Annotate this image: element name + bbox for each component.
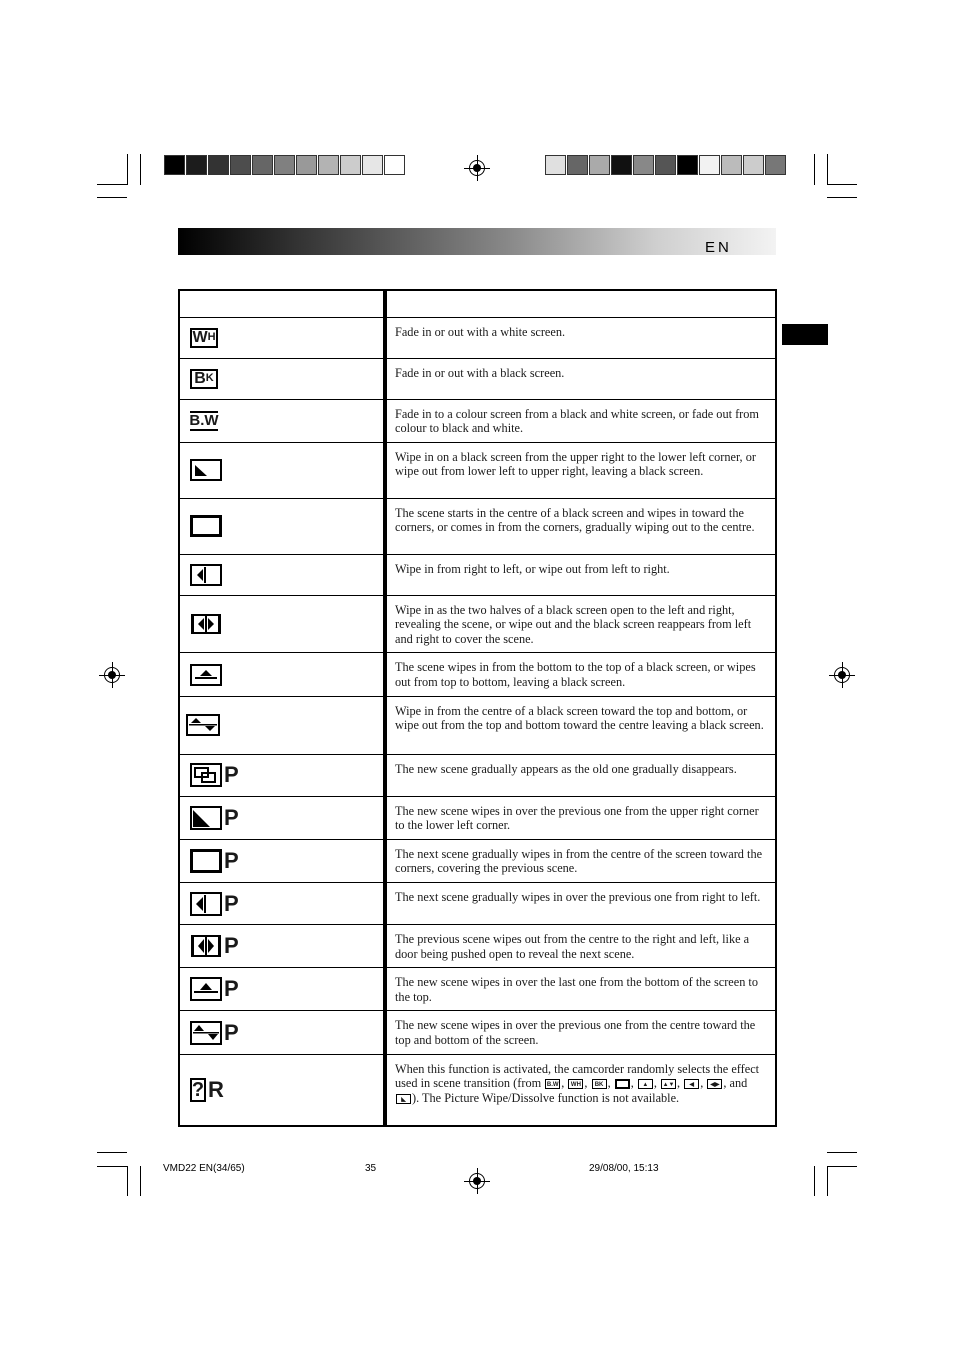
wh-icon: W H	[190, 325, 382, 351]
slide-left-icon: ◀	[684, 1079, 699, 1089]
effects-table	[178, 289, 777, 1127]
header-gradient-bar	[178, 228, 776, 255]
scroll-up-icon: ▲	[638, 1079, 653, 1089]
swatch	[164, 155, 185, 175]
table-row	[179, 796, 776, 839]
window-icon	[615, 1079, 630, 1089]
scroll-p-icon: P	[190, 976, 382, 1002]
shutter-icon: ▲▼	[661, 1079, 676, 1089]
scroll-up-icon	[190, 662, 382, 688]
footer-file-name: VMD22 EN(34/65)	[163, 1163, 245, 1174]
table-row	[179, 317, 776, 358]
swatch	[743, 155, 764, 175]
swatch	[274, 155, 295, 175]
shutter-icon	[186, 712, 382, 738]
table-header-cell	[179, 290, 385, 317]
section-tab	[782, 324, 828, 345]
shutter-p-icon: P	[190, 1020, 382, 1046]
crop-mark	[827, 197, 857, 198]
swatch	[589, 155, 610, 175]
swatch	[362, 155, 383, 175]
effect-description: The next scene gradually wipes in from the centre of the screen toward the corners, covering the previous scene.	[385, 839, 776, 882]
corner-wipe-icon: ◣	[396, 1094, 411, 1104]
table-row	[179, 839, 776, 882]
table-row	[179, 399, 776, 442]
table-row	[179, 925, 776, 968]
swatch	[384, 155, 405, 175]
registration-mark-icon	[469, 160, 485, 176]
language-label: EN	[705, 239, 732, 256]
crop-mark	[827, 184, 857, 185]
swatch	[765, 155, 786, 175]
swatch	[545, 155, 566, 175]
swatch	[567, 155, 588, 175]
door-p-icon: P	[190, 933, 382, 959]
swatch	[318, 155, 339, 175]
crop-mark	[827, 1152, 857, 1153]
table-header-row	[179, 290, 776, 317]
table-row	[179, 754, 776, 796]
door-icon	[190, 611, 382, 637]
calibration-strip-left	[164, 155, 406, 175]
bk-icon: BK	[592, 1079, 607, 1089]
effect-description: The scene starts in the centre of a black screen and wipes in toward the corners, or comes in from the corners, gradually wiping out to the centre.	[385, 498, 776, 554]
registration-mark-icon	[104, 667, 120, 683]
wh-icon: WH	[568, 1079, 583, 1089]
effect-description: Fade in or out with a white screen.	[385, 317, 776, 358]
table-row	[179, 696, 776, 754]
random-icon: ? R	[191, 1076, 224, 1102]
table-row	[179, 968, 776, 1011]
table-row	[179, 1054, 776, 1126]
crop-mark	[827, 1166, 857, 1167]
crop-mark	[97, 197, 127, 198]
swatch	[296, 155, 317, 175]
crop-mark	[827, 154, 828, 185]
window-p-icon: P	[190, 848, 382, 874]
swatch	[340, 155, 361, 175]
corner-wipe-icon	[190, 457, 382, 483]
effect-description: Fade in or out with a black screen.	[385, 358, 776, 399]
effect-description: The scene wipes in from the bottom to the top of a black screen, or wipes out from top to bottom, leaving a black screen.	[385, 653, 776, 696]
crop-mark	[140, 1166, 141, 1196]
effect-description: The next scene gradually wipes in over the previous one from right to left.	[385, 883, 776, 925]
effect-description: The new scene wipes in over the last one from the bottom of the screen to the top.	[385, 968, 776, 1011]
table-row	[179, 498, 776, 554]
swatch	[655, 155, 676, 175]
slide-left-icon	[190, 562, 382, 588]
crop-mark	[827, 1166, 828, 1196]
crop-mark	[127, 1166, 128, 1196]
bk-icon: B K	[190, 366, 382, 392]
table-header-cell	[385, 290, 776, 317]
effect-description: The new scene wipes in over the previous one from the centre toward the top and bottom of the screen.	[385, 1011, 776, 1054]
dissolve-p-icon: P	[190, 762, 382, 788]
table-row	[179, 442, 776, 498]
swatch	[633, 155, 654, 175]
registration-mark-icon	[469, 1173, 485, 1189]
swatch	[611, 155, 632, 175]
table-row	[179, 358, 776, 399]
crop-mark	[97, 1152, 127, 1153]
effect-description: When this function is activated, the camcorder randomly selects the effect used in scene transition (from B.W , WH , BK , , ▲ , ▲▼ , ◀ , ◀▶ , and ◣ ). The Picture Wipe/Dissolve function is not available.	[385, 1054, 776, 1126]
swatch	[699, 155, 720, 175]
effect-description: The previous scene wipes out from the centre to the right and left, like a door being pushed open to reveal the next scene.	[385, 925, 776, 968]
table-row	[179, 653, 776, 696]
table-row	[179, 554, 776, 595]
calibration-strip-right	[545, 155, 787, 175]
swatch	[721, 155, 742, 175]
table-row	[179, 883, 776, 925]
registration-mark-icon	[834, 667, 850, 683]
effect-description: Wipe in from the centre of a black screen toward the top and bottom, or wipe out from the top and bottom toward the centre leaving a black screen.	[385, 696, 776, 754]
crop-mark	[127, 154, 128, 185]
crop-mark	[814, 154, 815, 185]
effect-description: The new scene wipes in over the previous one from the upper right corner to the lower left corner.	[385, 796, 776, 839]
crop-mark	[97, 184, 127, 185]
slide-p-icon: P	[190, 891, 382, 917]
swatch	[186, 155, 207, 175]
effect-description: Wipe in from right to left, or wipe out from left to right.	[385, 554, 776, 595]
effect-description: The new scene gradually appears as the old one gradually disappears.	[385, 754, 776, 796]
window-icon	[190, 513, 382, 539]
bw-icon: B.W	[189, 412, 219, 430]
table-row	[179, 595, 776, 653]
corner-p-icon: P	[190, 805, 382, 831]
crop-mark	[814, 1166, 815, 1196]
footer-timestamp: 29/08/00, 15:13	[589, 1163, 659, 1174]
effect-description: Wipe in as the two halves of a black screen open to the left and right, revealing the scene, or wipe out and the black screen reappears from left and right to cover the scene.	[385, 595, 776, 653]
swatch	[677, 155, 698, 175]
effect-description: Fade in to a colour screen from a black and white screen, or fade out from colour to black and white.	[385, 399, 776, 442]
table-row	[179, 1011, 776, 1054]
effect-description: Wipe in on a black screen from the upper right to the lower left corner, or wipe out from lower left to upper right, leaving a black screen.	[385, 442, 776, 498]
footer-page-number: 35	[365, 1163, 377, 1174]
crop-mark	[97, 1166, 127, 1167]
swatch	[230, 155, 251, 175]
bw-icon: B.W	[545, 1079, 560, 1089]
swatch	[252, 155, 273, 175]
door-icon: ◀▶	[707, 1079, 722, 1089]
swatch	[208, 155, 229, 175]
crop-mark	[140, 154, 141, 185]
